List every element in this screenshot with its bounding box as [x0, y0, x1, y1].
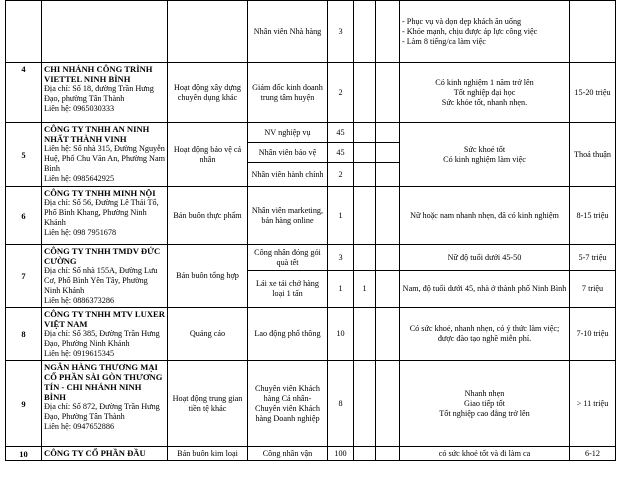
position-title: Giám đốc kinh doanh trung tâm huyện: [248, 63, 328, 123]
salary-cell: 7 triệu: [570, 271, 616, 308]
extra-col-2: [376, 447, 400, 461]
position-qty: 10: [328, 308, 354, 361]
requirement-line: - Khỏe mạnh, chịu được áp lực công việc: [402, 26, 538, 36]
company-address: Địa chỉ: Số 18, đường Trần Hưng Đạo, phường Tân Thành: [44, 84, 154, 103]
row-number: 8: [6, 308, 42, 361]
extra-col-1: [354, 63, 376, 123]
position-title: Lái xe tải chở hàng loại 1 tấn: [248, 271, 328, 308]
extra-col-1: [354, 245, 376, 271]
position-qty: 2: [328, 63, 354, 123]
requirement-line: Nữ hoặc nam nhanh nhẹn, đã có kinh nghiệm: [410, 210, 559, 220]
company-address: Địa chỉ: Số 385, Đường Trần Hưng Đạo, Phường Ninh Khánh: [44, 329, 160, 348]
salary-cell: Thoả thuận: [570, 123, 616, 187]
position-qty: 3: [328, 245, 354, 271]
table-row: [6, 447, 616, 461]
company-contact: Liên hệ: 098 7951678: [44, 228, 117, 237]
position-title: Lao động phổ thông: [248, 308, 328, 361]
extra-col-1: [354, 123, 376, 143]
requirement-line: Nhanh nhẹn: [464, 388, 505, 398]
requirements-cell: Nữ độ tuổi dưới 45-50: [400, 245, 570, 271]
row-number: 10: [6, 447, 42, 461]
requirement-line: Tốt nghiệp đại học: [453, 87, 516, 97]
extra-col-2: [376, 63, 400, 123]
requirement-line: Có kinh nghiệm 1 năm trở lên: [435, 77, 534, 87]
table-row: [6, 245, 616, 271]
industry-cell: Quảng cáo: [168, 308, 248, 361]
company-address: Địa chỉ: Số 56, Đường Lê Thái Tổ, Phố Bình Khang, Phường Ninh Khánh: [44, 198, 159, 227]
industry-cell: [168, 1, 248, 63]
table-row: [6, 63, 616, 123]
position-title: Chuyên viên Khách hàng Cá nhân- Chuyên viên Khách hàng Doanh nghiệp: [248, 361, 328, 447]
company-contact: Liên hệ: 0947652886: [44, 422, 115, 431]
requirement-line: - Phục vụ và dọn dẹp khách ăn uống: [402, 16, 522, 26]
row-number: [6, 1, 42, 63]
position-qty: 1: [328, 187, 354, 245]
position-qty: 8: [328, 361, 354, 447]
extra-col-2: [376, 361, 400, 447]
salary-cell: 7-10 triệu: [570, 308, 616, 361]
extra-col-1: [354, 143, 376, 163]
industry-cell: Bán buôn thực phẩm: [168, 187, 248, 245]
requirements-cell: [400, 187, 570, 245]
extra-col-2: [376, 308, 400, 361]
requirement-line: Có sức khoẻ, nhanh nhẹn, có ý thức làm việc; được đào tạo nghề miễn phí.: [409, 324, 560, 343]
company-name: NGÂN HÀNG THƯƠNG MẠI CỔ PHẦN SÀI GÒN THƯƠNG TÍN - CHI NHÁNH NINH BÌNH: [44, 362, 163, 402]
table-row: [6, 123, 616, 143]
company-address: Địa chỉ: Số nhà 155A, Đường Lưu Cơ, Phố Bình Yên Tây, Phường Ninh Khánh: [44, 266, 158, 295]
company-address: Liên hệ: Số nhà 315, Đường Nguyễn Huệ, Phố Chu Văn An, Phường Nam Bình: [44, 144, 165, 173]
position-qty: 45: [328, 123, 354, 143]
industry-cell: Hoạt động xây dựng chuyên dụng khác: [168, 63, 248, 123]
company-cell: [42, 63, 168, 123]
requirements-cell: [400, 63, 570, 123]
row-number: 6: [6, 187, 42, 245]
requirement-line: Có kinh nghiệm làm việc: [443, 154, 526, 164]
position-title: NV nghiệp vụ: [248, 123, 328, 143]
position-qty: 1: [328, 271, 354, 308]
company-cell: [42, 447, 168, 461]
extra-col-1: [354, 187, 376, 245]
position-title: Công nhân đóng gói quà tết: [248, 245, 328, 271]
extra-col-2: [376, 123, 400, 143]
requirement-line: có sức khoẻ tốt và đi làm ca: [438, 448, 531, 458]
extra-col-2: [376, 163, 400, 187]
company-cell: [42, 245, 168, 308]
row-number: 7: [6, 245, 42, 308]
salary-cell: 8-15 triệu: [570, 187, 616, 245]
requirements-cell: [400, 361, 570, 447]
salary-cell: > 11 triệu: [570, 361, 616, 447]
position-qty: 45: [328, 143, 354, 163]
industry-cell: Bán buôn tổng hợp: [168, 245, 248, 308]
salary-cell: [570, 1, 616, 63]
table-row: [6, 1, 616, 63]
requirements-cell: [400, 1, 570, 63]
extra-col-2: [376, 143, 400, 163]
extra-col-2: [376, 245, 400, 271]
company-contact: Liên hệ: 0965030333: [44, 104, 115, 113]
company-cell: [42, 187, 168, 245]
requirements-cell: Nam, độ tuổi dưới 45, nhà ở thành phố Ninh Bình: [400, 271, 570, 308]
salary-cell: 15-20 triệu: [570, 63, 616, 123]
company-cell: [42, 1, 168, 63]
industry-cell: Bán buôn kim loại: [168, 447, 248, 461]
position-title: Nhân viên bảo vệ: [248, 143, 328, 163]
position-title: Nhân viên Nhà hàng: [248, 1, 328, 63]
company-name: CÔNG TY TNHH AN NINH NHẤT THÀNH VINH: [44, 124, 150, 144]
extra-col-2: [376, 1, 400, 63]
company-name: CÔNG TY TNHH TMDV ĐỨC CƯỜNG: [44, 246, 161, 266]
requirement-line: Giao tiếp tốt: [464, 398, 505, 408]
requirements-cell: [400, 308, 570, 361]
company-contact: Liên hệ: 0985642925: [44, 174, 115, 183]
company-name: CÔNG TY CỔ PHẦN ĐẦU: [44, 448, 146, 458]
salary-cell: 5-7 triệu: [570, 245, 616, 271]
position-title: Công nhân vận: [248, 447, 328, 461]
requirement-line: Sức khoẻ tốt: [463, 144, 506, 154]
company-contact: Liên hệ: 0919615345: [44, 349, 115, 358]
company-cell: [42, 308, 168, 361]
table-row: [6, 361, 616, 447]
extra-col-1: 1: [354, 271, 376, 308]
extra-col-1: [354, 1, 376, 63]
company-name: CHI NHÁNH CÔNG TRÌNH VIETTEL NINH BÌNH: [44, 64, 153, 84]
company-address: Địa chỉ: Số 872, Đường Trần Hưng Đạo, Phường Tân Thành: [44, 402, 160, 421]
extra-col-2: [376, 187, 400, 245]
requirement-line: Tốt nghiệp cao đẳng trở lên: [439, 408, 530, 418]
position-qty: 2: [328, 163, 354, 187]
requirements-cell: [400, 447, 570, 461]
table-row: [6, 187, 616, 245]
requirement-line: Sức khỏe tốt, nhanh nhẹn.: [441, 97, 528, 107]
industry-cell: Hoạt động trung gian tiền tệ khác: [168, 361, 248, 447]
position-qty: 3: [328, 1, 354, 63]
job-listings-table: [5, 0, 616, 461]
company-name: CÔNG TY TNHH MTV LUXER VIỆT NAM: [44, 309, 165, 329]
extra-col-1: [354, 308, 376, 361]
company-contact: Liên hệ: 0886373286: [44, 296, 115, 305]
position-title: Nhân viên marketing, bán hàng online: [248, 187, 328, 245]
requirement-line: - Làm 8 tiếng/ca làm việc: [402, 36, 486, 46]
position-title: Nhân viên hành chính: [248, 163, 328, 187]
row-number: 5: [6, 123, 42, 187]
extra-col-2: [376, 271, 400, 308]
salary-cell: 6-12: [570, 447, 616, 461]
row-number: 4: [6, 63, 42, 123]
extra-col-1: [354, 361, 376, 447]
table-row: [6, 308, 616, 361]
company-cell: [42, 361, 168, 447]
company-cell: [42, 123, 168, 187]
company-name: CÔNG TY TNHH MINH NỘI: [44, 188, 156, 198]
extra-col-1: [354, 163, 376, 187]
row-number: 9: [6, 361, 42, 447]
requirements-cell: [400, 123, 570, 187]
extra-col-1: [354, 447, 376, 461]
position-qty: 100: [328, 447, 354, 461]
industry-cell: Hoạt động bảo vệ cá nhân: [168, 123, 248, 187]
